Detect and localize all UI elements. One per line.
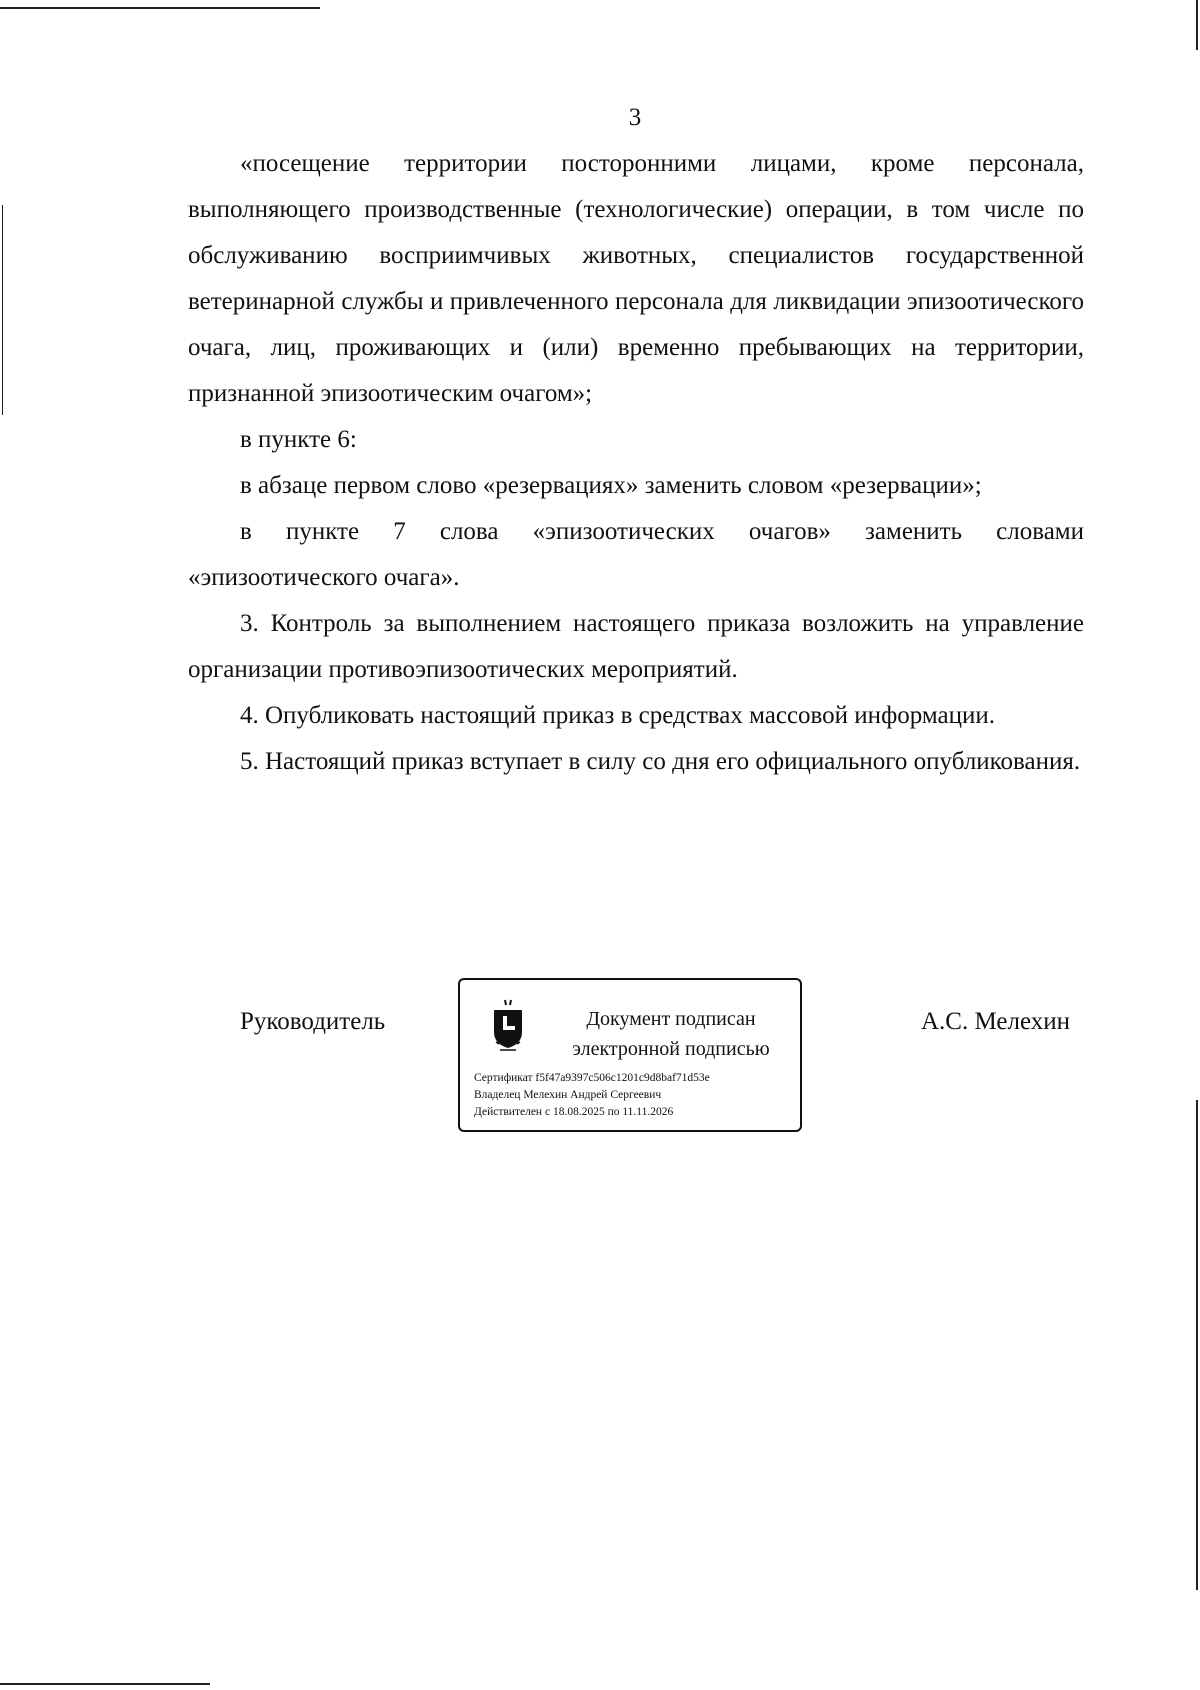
paragraph-quoted-restriction: «посещение территории посторонними лицами, кроме персонала, выполняющего производственные (технологические) операции, в том числе по обслуживанию восприимчивых животных, специалистов государственной ветеринарной службы и привлеченного персонала для ликвидации эпизоотического очага, лиц, проживающих и (или) временно пребывающих на территории, признанной эпизоотическим очагом»; bbox=[188, 150, 1084, 407]
scan-edge-right-top bbox=[1196, 0, 1198, 50]
paragraph-clause-4: 4. Опубликовать настоящий приказ в средствах массовой информации. bbox=[240, 702, 996, 729]
certificate-validity: Действителен с 18.08.2025 по 11.11.2026 bbox=[474, 1106, 674, 1118]
page-number: 3 bbox=[628, 104, 642, 131]
scan-edge-right-bottom bbox=[1196, 1100, 1198, 1590]
stamp-heading-line2: электронной подписью bbox=[572, 1038, 770, 1060]
electronic-signature-stamp bbox=[458, 978, 802, 1132]
paragraph-clause-3: 3. Контроль за выполнением настоящего приказа возложить на управление организации противоэпизоотических мероприятий. bbox=[188, 610, 1084, 683]
certificate-number: Сертификат f5f47a9397c506c1201c9d8baf71d53e bbox=[474, 1072, 710, 1084]
signature-block bbox=[0, 974, 1200, 1136]
paragraph-first-abzats: в абзаце первом слово «резервациях» заменить словом «резервации»; bbox=[240, 472, 982, 499]
paragraph-item-7: в пункте 7 слова «эпизоотических очагов» заменить словами «эпизоотического очага». bbox=[188, 518, 1084, 591]
stamp-heading bbox=[552, 1004, 790, 1064]
stamp-details bbox=[474, 1070, 710, 1121]
scan-edge-top bbox=[0, 7, 320, 9]
stamp-heading-line1: Документ подписан bbox=[586, 1008, 756, 1030]
signer-title: Руководитель bbox=[240, 1008, 386, 1035]
certificate-owner: Владелец Мелехин Андрей Сергеевич bbox=[474, 1089, 662, 1101]
paragraph-clause-5: 5. Настоящий приказ вступает в силу со дня его официального опубликования. bbox=[240, 748, 1081, 775]
coat-of-arms-icon bbox=[488, 998, 528, 1054]
scan-edge-left bbox=[2, 205, 3, 415]
paragraph-item-6: в пункте 6: bbox=[240, 426, 357, 453]
signer-name: А.С. Мелехин bbox=[921, 1008, 1070, 1035]
document-body bbox=[188, 141, 1084, 785]
scan-edge-bottom bbox=[0, 1683, 210, 1685]
